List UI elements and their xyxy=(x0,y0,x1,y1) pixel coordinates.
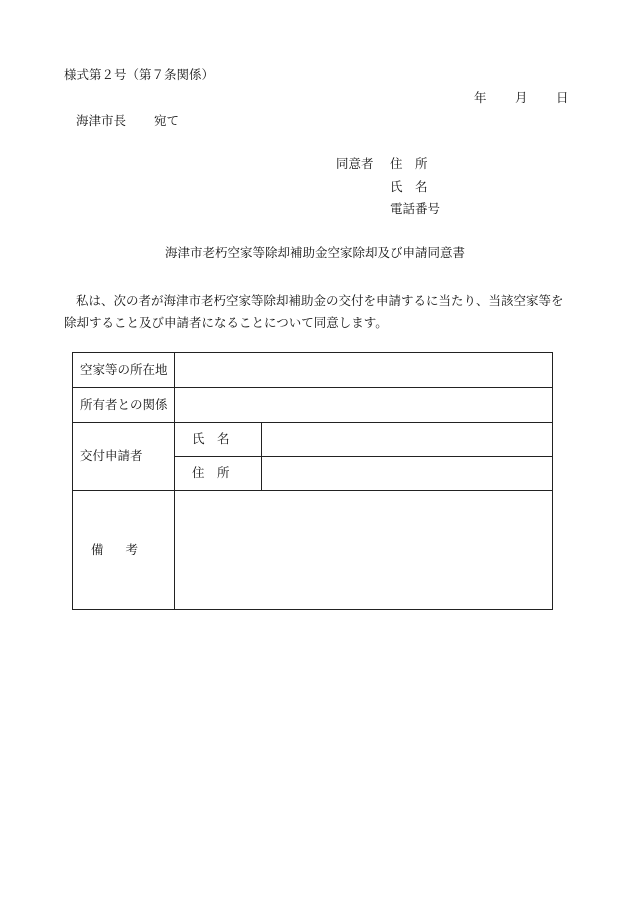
table-row-location xyxy=(73,353,553,388)
consenter-address-label: 住 所 xyxy=(390,156,428,171)
table-row-remarks xyxy=(73,491,553,610)
date-month-label: 月 xyxy=(515,90,528,105)
recipient-name: 海津市長 xyxy=(76,113,127,128)
applicant-label: 交付申請者 xyxy=(73,423,175,491)
remarks-field[interactable] xyxy=(175,491,553,610)
application-table xyxy=(72,352,553,610)
remarks-label-1: 備 xyxy=(91,541,104,557)
relation-label: 所有者との関係 xyxy=(73,388,175,423)
consenter-name-label: 氏 名 xyxy=(390,179,428,194)
date-day-label: 日 xyxy=(556,90,569,105)
location-field[interactable] xyxy=(175,353,553,388)
table-row-applicant-name xyxy=(73,423,553,457)
relation-field[interactable] xyxy=(175,388,553,423)
applicant-address-label: 住 所 xyxy=(175,457,262,491)
recipient-line xyxy=(76,115,179,128)
consenter-phone-label: 電話番号 xyxy=(390,201,441,216)
table-row-relation xyxy=(73,388,553,423)
applicant-name-field[interactable] xyxy=(262,423,553,457)
date-year-label: 年 xyxy=(474,90,487,105)
applicant-address-field[interactable] xyxy=(262,457,553,491)
body-paragraph: 私は、次の者が海津市老朽空家等除却補助金の交付を申請するに当たり、当該空家等を除却すること及び申請者になることについて同意します。 xyxy=(64,293,564,330)
remarks-label-2: 考 xyxy=(125,541,139,557)
remarks-label xyxy=(73,491,175,610)
recipient-suffix: 宛て xyxy=(154,113,180,128)
document-title: 海津市老朽空家等除却補助金空家除却及び申請同意書 xyxy=(164,245,465,260)
applicant-name-label: 氏 名 xyxy=(175,423,262,457)
form-number-label: 様式第２号（第７条関係） xyxy=(64,67,215,82)
consenter-label: 同意者 xyxy=(336,156,374,171)
location-label: 空家等の所在地 xyxy=(73,353,175,388)
